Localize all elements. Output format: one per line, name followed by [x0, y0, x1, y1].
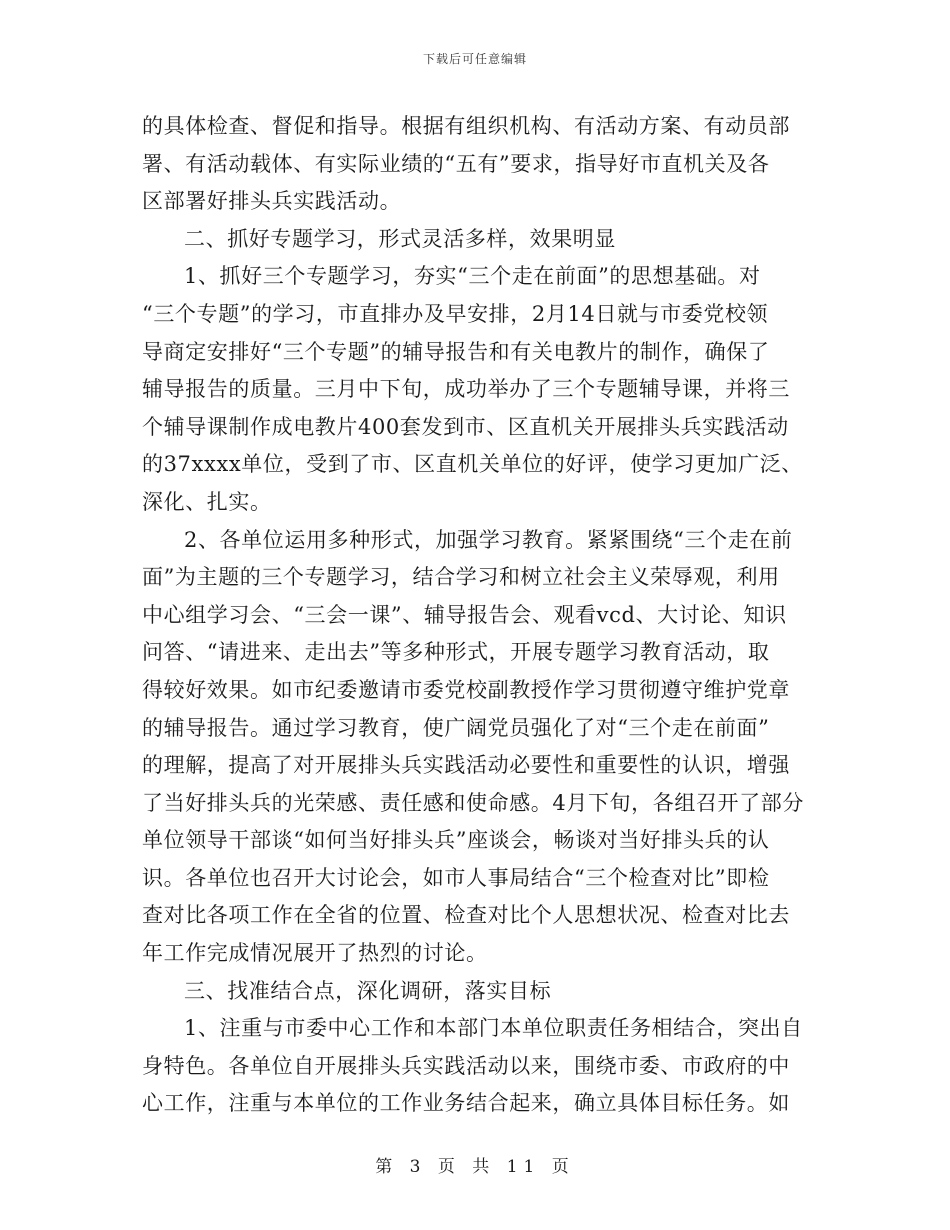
text-line: 识。各单位也召开大讨论会，如市人事局结合“三个检查对比”即检 — [142, 865, 770, 890]
page-number-footer: 第 3 页 共 11 页 — [375, 1157, 575, 1177]
text-line: 的辅导报告。通过学习教育，使广阔党员强化了对“三个走在前面” — [142, 715, 770, 740]
text-line: 署、有活动载体、有实际业绩的“五有”要求，指导好市直机关及各 — [142, 151, 770, 176]
text-line: 深化、扎实。 — [142, 489, 272, 514]
page-header-note: 下载后可任意编辑 — [422, 52, 527, 66]
text-line: 身特色。各单位自开展排头兵实践活动以来，围绕市委、市政府的中 — [142, 1053, 790, 1078]
text-line: 心工作，注重与本单位的工作业务结合起来，确立具体目标任务。如 — [142, 1091, 790, 1116]
text-line: 的理解，提高了对开展排头兵实践活动必要性和重要性的认识，增强 — [142, 753, 790, 778]
text-line: 2、各单位运用多种形式，加强学习教育。紧紧围绕“三个走在前 — [184, 527, 793, 552]
text-line: 年工作完成情况展开了热烈的讨论。 — [142, 941, 488, 966]
text-line: 辅导报告的质量。三月中下旬，成功举办了三个专题辅导课，并将三 — [142, 377, 790, 402]
text-line: “三个专题”的学习，市直排办及早安排，2月14日就与市委党校领 — [142, 301, 769, 326]
text-line: 二、抓好专题学习，形式灵活多样，效果明显 — [184, 226, 616, 251]
text-line: 区部署好排头兵实践活动。 — [142, 189, 402, 214]
text-line: 三、找准结合点，深化调研，落实目标 — [184, 978, 552, 1003]
text-line: 得较好效果。如市纪委邀请市委党校副教授作学习贯彻遵守维护党章 — [142, 677, 790, 702]
text-line: 单位领导干部谈“如何当好排头兵”座谈会，畅谈对当好排头兵的认 — [142, 828, 770, 853]
text-line: 面”为主题的三个专题学习，结合学习和树立社会主义荣辱观，利用 — [142, 565, 780, 590]
text-line: 了当好排头兵的光荣感、责任感和使命感。4月下旬，各组召开了部分 — [142, 790, 804, 815]
text-line: 查对比各项工作在全省的位置、检查对比个人思想状况、检查对比去 — [142, 903, 790, 928]
text-line: 1、抓好三个专题学习，夯实“三个走在前面”的思想基础。对 — [184, 264, 761, 289]
document-body — [142, 108, 808, 1123]
text-line: 的37xxxx单位，受到了市、区直机关单位的好评，使学习更加广泛、 — [142, 452, 803, 477]
text-line: 中心组学习会、“三会一课”、辅导报告会、观看vcd、大讨论、知识 — [142, 602, 787, 627]
text-line: 个辅导课制作成电教片400套发到市、区直机关开展排头兵实践活动 — [142, 414, 789, 439]
text-line: 1、注重与市委中心工作和本部门本单位职责任务相结合，突出自 — [184, 1016, 803, 1041]
text-line: 问答、“请进来、走出去”等多种形式，开展专题学习教育活动，取 — [142, 640, 770, 665]
text-line: 导商定安排好“三个专题”的辅导报告和有关电教片的制作，确保了 — [142, 339, 770, 364]
text-line: 的具体检查、督促和指导。根据有组织机构、有活动方案、有动员部 — [142, 114, 790, 138]
